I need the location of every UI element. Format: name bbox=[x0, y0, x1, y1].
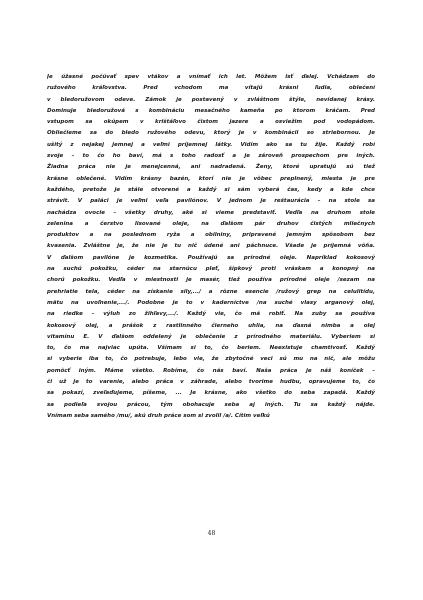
text-line: ružového kráľovstva. Pred vchodom ma vítajú krásni ľudia, oblečení bbox=[47, 85, 375, 92]
text-line: krásne oblečené. Vidím krásny bazén, ktorí nie je vôbec preplnený, miesta je pre bbox=[47, 175, 375, 182]
text-line: to, čo ma najviac upúta. Všímam si to, čo beriem. Neexistuje chamtivosť. Každý bbox=[47, 345, 375, 352]
text-line: zelenina a čerstvo lisované oleje, na ďalšom pár druhov čistých mliečnych bbox=[47, 220, 375, 227]
text-line: či už je to varenie, alebo práca v záhrade, alebo tvorime hudbu, opravujeme to, čo bbox=[47, 379, 375, 386]
text-line: kokosový olej, a prášok z rastlinného čierneho uhlia, na ďasná nimba a olej bbox=[47, 322, 375, 329]
text-line: svoje – to čo ho baví, má s toho radosť a je zároveň prospechom pre iných. bbox=[47, 153, 375, 160]
text-line: Obliečieme sa do bledo ružového odevu, ktorý je v kombinácii so striebornou. Je bbox=[47, 130, 375, 137]
text-line: sa podieľa svojou prácou, tým obohacuje seba aj iných. Tu sa každý nájde. bbox=[47, 401, 375, 408]
text-line: na suchú pokožku, céder na starnúcu pleť, šípkový proti vráskam a konopný na bbox=[47, 266, 375, 273]
text-line: pomôcť iným. Máme všetko. Robíme, čo nás baví. Naša práca je náš koníček – bbox=[47, 367, 375, 374]
text-line: prehriatie tela, céder na získanie sily,.../ a rôzne esencie /ružový grep na celulitídu, bbox=[47, 288, 375, 295]
text-line: mätu na uvoľnenie,.../. Podobne je to v kaderníctve /na suché vlasy arganový olej, bbox=[47, 299, 375, 306]
text-line: kvasenia. Zvláštne je, že nie je tu nič údené ani páchnuce. Všade je príjemná vôňa. bbox=[47, 243, 375, 250]
text-line: na riedke – výluh zo žihľavy,.../. Každý vie, čo má robiť. Na zuby sa používa bbox=[47, 311, 375, 318]
text-line: V ďalšom pavilóne je kozmetika. Používajú sa prírodné oleje. Napríklad kokosový bbox=[47, 254, 375, 261]
text-line: Je úžasné počúvať spev vtákov a vnímať ich let. Môžem isť ďalej. Vchádzam do bbox=[47, 74, 375, 80]
text-line: produktov a na poslednom ryža a obilniny, pripravené jemným spôsobom bez bbox=[47, 232, 375, 239]
text-line: každého, pretože je stále otvorené a každý si sám vyberá čas, kedy a kde chce bbox=[47, 186, 375, 193]
text-line: sa pokazí, zveľaďujeme, píšeme, ... Je krásne, ako všetko do seba zapadá. Každý bbox=[47, 390, 375, 397]
text-line: si vyberie iba to, čo potrebuje, lebo vie, že zbytočné veci sú mu na nič, ale môžu bbox=[47, 356, 375, 363]
text-line: chorú pokožku. Vedľa v miestnosti je masér, tiež používa prírodné oleje /sezam na bbox=[47, 277, 375, 284]
text-line: Dominuje bledoružová s kombináciu mesačného kameňa po ktorom kráčam. Pred bbox=[47, 107, 375, 114]
text-line: v bledoružovom odeve. Zámok je postavený v zvláštnom štýle, nevídanej krásy. bbox=[47, 96, 375, 103]
text-line: Žiadna práca nie je menejcenná, ani nadradená. Ženy, ktoré upratujú sú tiež bbox=[47, 164, 375, 171]
text-line: nachádza ovocie – všetky druhy, aké si vieme predstaviť. Vedľa na druhom stole bbox=[47, 209, 375, 216]
text-line: vitamínu E. V ďalšom oddelený je oblečenie z prírodného materiálu. Vyberiem si bbox=[47, 333, 375, 340]
text-line: ušitý z nejakej jemnej a veľmi príjemnej látky. Vidím ako sa tu žije. Každý robí bbox=[47, 141, 375, 148]
body-text bbox=[47, 72, 375, 422]
text-line: Vnímam seba samého /mu/, akú druh práce som si zvolil /a/. Cítim veľkú bbox=[47, 412, 270, 419]
page-number: 48 bbox=[207, 530, 216, 537]
text-line: strávit. V paláci je veľmi veľa pavilónov. V jednom je reštaurácia – na stole sa bbox=[47, 198, 375, 205]
text-line: vstupom sa okúpem v krištáľovo čistom jazere a osviežim pod vodopádom. bbox=[47, 119, 375, 126]
